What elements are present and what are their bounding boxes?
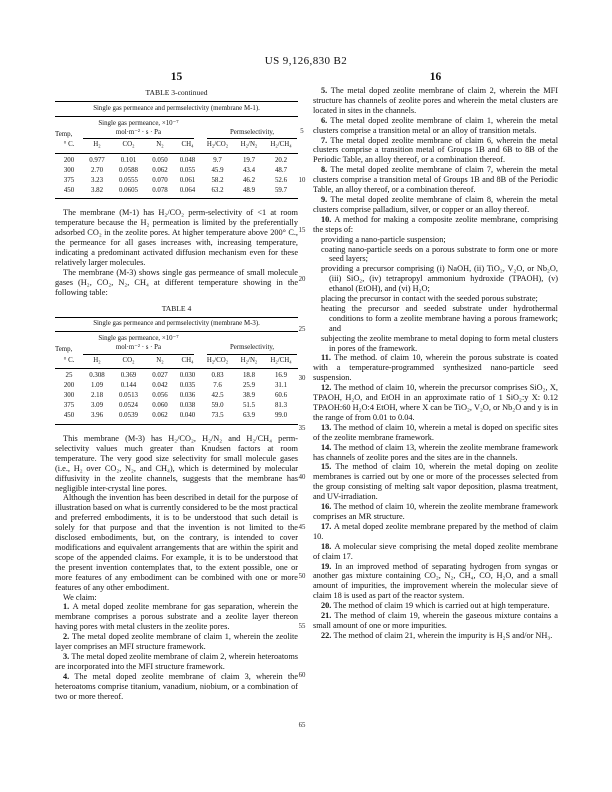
gas-permeance-group-header	[83, 116, 201, 139]
table-cell: 0.050	[152, 156, 168, 164]
patent-number: US 9,126,830 B2	[264, 55, 348, 67]
table-cell: 73.5	[211, 412, 224, 420]
claim-paragraph: 5. The metal doped zeolite membrane of claim 2, wherein the MFI structure has channels of zeolite pores and wherein the metal clusters are located in sites in the channels.	[313, 86, 559, 115]
table-row	[55, 153, 298, 165]
table-cell: 0.977	[89, 156, 105, 164]
table-cell: 46.2	[242, 176, 256, 184]
line-number: 40	[298, 474, 306, 482]
table-cell: 48.9	[242, 186, 256, 194]
claim-number: 8.	[321, 165, 331, 175]
table-cell: 3.82	[90, 186, 104, 194]
table-cell: 0.070	[152, 176, 168, 184]
line-number: 35	[298, 424, 306, 432]
claim-step: providing a precursor comprising (i) NaOH, (ii) TiO₂, V₂O, or Nb₂O, (iii) SiO₂, (iv) tetrapropyl ammonium hydroxide (TPAOH), (v) ethanol (EtOH), and (vi) H₂O;	[321, 264, 558, 294]
column-header: H₂	[83, 139, 111, 153]
column-header: H₂/N₂	[234, 355, 264, 369]
table-row	[55, 369, 298, 381]
column-header: CO₂	[111, 139, 146, 153]
line-number: 25	[298, 325, 306, 333]
table-cell: 9.7	[213, 156, 222, 164]
claim-number: 13.	[321, 422, 334, 432]
claim-number: 19.	[321, 561, 336, 571]
claim-paragraph: 9. The metal doped zeolite membrane of claim 8, wherein the metal clusters comprise palladium, silver, or copper or an alloy thereof.	[313, 194, 558, 214]
table-cell: 59.7	[274, 186, 288, 194]
column-header: ° C.	[55, 355, 83, 369]
table-3-continued	[55, 101, 298, 199]
table-cell: 0.062	[152, 412, 168, 420]
column-header: CO₂	[111, 355, 146, 369]
table-row	[55, 165, 298, 175]
table-cell: 19.7	[242, 156, 256, 164]
claim-number: 21.	[321, 611, 335, 621]
claim-paragraph: 12. The method of claim 10, wherein the precursor comprises SiO₂, X, TPAOH, H₂O, and EtOH in an approximate ratio of 1 SiO₂:y X: 0.12 TPAOH:60 H₂O:4 EtOH, where X can be TiO₂, V₂O, or Nb₂O and y is in the range of from 0.01 to 0.04.	[313, 383, 558, 422]
claim-number: 15.	[321, 462, 336, 472]
claim-paragraph: 22. The method of claim 21, wherein the impurity is H₂S and/or NH₃.	[321, 630, 553, 640]
table-cell: 0.027	[152, 372, 168, 380]
claim-paragraph: 2. The metal doped zeolite membrane of claim 1, wherein the zeolite layer comprises an MFI structure framework.	[55, 632, 298, 652]
column-header: N₂	[146, 139, 174, 153]
table-cell: 43.4	[242, 166, 256, 174]
claim-step: coating nano-particle seeds on a porous substrate to form one or more seed layers;	[321, 244, 558, 264]
claim-number: 17.	[321, 521, 334, 531]
column-number-left: 15	[170, 71, 183, 83]
gas-permeance-line1: Single gas permeance, ×10⁻⁷	[98, 335, 179, 343]
we-claim-heading: We claim:	[63, 592, 97, 602]
table-cell: 99.0	[274, 412, 288, 420]
column-header: H₂/CO₂	[201, 355, 234, 369]
claim-number: 11.	[321, 353, 335, 363]
table-cell: 0.036	[179, 392, 196, 400]
column-header: CH₄	[174, 139, 201, 153]
table-cell: 25.9	[242, 382, 256, 390]
claim-number: 12.	[321, 383, 334, 393]
table-cell: 0.048	[179, 156, 196, 164]
table-cell: 0.0588	[119, 166, 138, 174]
temp-group-header: Temp,	[55, 130, 73, 138]
table-cell: 0.0605	[119, 186, 138, 194]
claim-step: heating the precursor and seeded substrate under hydrothermal conditions to form a zeolite membrane having a porous framework; and	[321, 303, 558, 333]
table-row	[55, 401, 298, 411]
line-number: 30	[298, 375, 306, 383]
claim-number: 9.	[321, 194, 331, 204]
table-cell: 7.6	[213, 382, 222, 390]
claim-step: providing a nano-particle suspension;	[321, 234, 446, 244]
gas-permeance-line2: mol·m⁻² · s · Pa	[115, 128, 162, 136]
claim-number: 2.	[63, 632, 72, 642]
table-row	[55, 411, 298, 424]
table-cell: 0.0539	[119, 412, 138, 420]
line-number: 5	[300, 127, 304, 135]
claim-number: 16.	[321, 502, 334, 512]
claim-paragraph: 6. The metal doped zeolite membrane of claim 1, wherein the metal clusters comprise a transition metal or an alloy of transition metals.	[313, 115, 558, 135]
table-4-body	[55, 369, 298, 425]
table-cell: 0.056	[152, 392, 168, 400]
claim-paragraph: 4. The metal doped zeolite membrane of claim 3, wherein the heteroatoms comprise titanium, vanadium, niobium, or a combination of two or more thereof.	[55, 671, 298, 701]
table-row	[55, 381, 298, 391]
table-cell: 0.040	[179, 412, 196, 420]
claim-number: 10.	[321, 214, 335, 224]
table-cell: 200	[63, 382, 75, 390]
line-number: 55	[298, 622, 306, 630]
table-cell: 0.078	[152, 186, 168, 194]
claim-number: 1.	[63, 602, 73, 612]
table-cell: 0.038	[179, 402, 196, 410]
table-cell: 63.2	[211, 186, 224, 194]
table-cell: 38.9	[242, 392, 256, 400]
table-row	[55, 175, 298, 185]
table-cell: 51.5	[242, 402, 256, 410]
table-cell: 375	[63, 176, 75, 184]
claim-paragraph: 15. The method of claim 10, wherein the metal doping on zeolite membranes is carried out by one or more of the processes selected from the group consisting of melting salt vapor deposition, plasma treatment, and UV-irradiation.	[313, 462, 558, 502]
claim-paragraph: 20. The method of claim 19 which is carried out at high temperature.	[321, 601, 550, 611]
claim-number: 3.	[63, 651, 72, 661]
claim-number: 6.	[321, 115, 331, 125]
line-number: 10	[298, 177, 306, 185]
column-header: N₂	[146, 355, 174, 369]
claim-number: 5.	[321, 86, 331, 95]
table-cell: 450	[63, 412, 75, 420]
column-number-right: 16	[429, 71, 442, 83]
table-cell: 0.061	[179, 176, 196, 184]
table-3-body	[55, 153, 298, 199]
invention-scope-paragraph: Although the invention has been described in detail for the purpose of illustration based on what is currently considered to be the most practical and preferred embodiments, it is to be understood that such detail is solely for that purpose and that the invention is not limited to the disclosed embodiments, but, on the contrary, is intended to cover modifications and equivalent arrangements that are within the spirit and scope of the appended claims. For example, it is to be understood that the present invention contemplates that, to the extent possible, one or more features of any embodiment can be combined with one or more features of any other embodiment.	[55, 493, 298, 592]
claim-number: 4.	[63, 671, 75, 681]
membrane-m3-discussion-paragraph: This membrane (M-3) has H₂/CO₂, H₂/N₂ and H₂/CH₄ perm-selectivity values much greater than Knudsen factors at room temperature. The very good size selectivity for small molecule gases (i.e., H₂ over CO₂, N₂, and CH₄), which is determined by molecular diffusivity in the zeolite channels, suggests that the membrane has negligible inter-crystal line pores.	[55, 434, 298, 493]
claim-paragraph: 8. The metal doped zeolite membrane of claim 7, wherein the metal clusters comprise a transition metal of Groups 1B and 8B of the Periodic Table, an alloy thereof, or a combination thereof.	[313, 165, 558, 195]
table-cell: 300	[63, 392, 75, 400]
table-cell: 20.2	[274, 156, 288, 164]
claim-number: 14.	[321, 442, 334, 452]
right-column	[313, 86, 558, 641]
table-cell: 18.8	[242, 372, 256, 380]
left-column	[55, 88, 298, 701]
claim-paragraph: 18. A molecular sieve comprising the metal doped zeolite membrane of claim 17.	[313, 541, 558, 561]
table-cell: 0.369	[120, 372, 137, 380]
table-cell: 0.308	[89, 372, 105, 380]
table-cell: 0.055	[179, 166, 196, 174]
membrane-m1-paragraph: The membrane (M-1) has H₂/CO₂ perm-selectivity of <1 at room temperature because the H₂ permeation is limited by the preferentially adsorbed CO₂ in the zeolite pores. At higher temperature above 200° C., the permeance for all gases increases with, increasing temperature, indicating a predominant activated diffusion mechanism even for these relatively larger molecules.	[55, 208, 298, 267]
table-cell: 58.2	[211, 176, 224, 184]
claim-number: 18.	[321, 541, 335, 551]
claim-paragraph: 7. The metal doped zeolite membrane of claim 6, wherein the metal clusters comprise a transition metal of Groups 1B and 6B to 8B of the Periodic Table, an alloy thereof, or a combination thereof.	[313, 135, 558, 165]
table-4-subtitle: Single gas permeance and permselectivity (membrane M-3).	[55, 317, 298, 332]
table-cell: 1.09	[90, 382, 104, 390]
claim-step: placing the precursor in contact with the seeded porous substrate;	[321, 294, 538, 304]
column-header: CH₄	[174, 355, 201, 369]
table-cell: 3.23	[90, 176, 104, 184]
claim-paragraph: 19. In an improved method of separating hydrogen from syngas or another gas mixture containing CO₂, N₂, CH₄, CO, H₂O, and a small amount of impurities, the improvement wherein the molecular sieve of claim 18 is used as part of the reactor system.	[313, 561, 558, 601]
table-cell: 0.101	[120, 156, 137, 164]
gas-permeance-group-header	[83, 332, 201, 355]
table-cell: 0.042	[152, 382, 168, 390]
membrane-m3-intro-paragraph: The membrane (M-3) shows single gas permeance of small molecule gases (H₂, CO₂, N₂, CH₄ at different temperature showing in the following table:	[55, 267, 298, 297]
column-header: H₂/CH₄	[264, 139, 298, 153]
table-cell: 0.0555	[119, 176, 138, 184]
temp-group-header: Temp,	[55, 346, 73, 354]
table-cell: 375	[63, 402, 75, 410]
column-header: H₂	[83, 355, 111, 369]
table-cell: 25	[65, 372, 73, 380]
claim-number: 22.	[321, 630, 334, 640]
gas-permeance-line1: Single gas permeance, ×10⁻⁷	[98, 119, 179, 127]
claim-paragraph: 1. A metal doped zeolite membrane for gas separation, wherein the membrane comprises a porous substrate and a zeolite layer thereon having pores with metal clusters in the zeolite pores.	[55, 602, 299, 632]
line-number: 65	[298, 721, 306, 729]
claim-paragraph: 21. The method of claim 19, wherein the gaseous mixture contains a small amount of one or more impurities.	[313, 611, 558, 630]
table-cell: 81.3	[274, 402, 288, 410]
table-cell: 300	[63, 166, 75, 174]
table-cell: 48.7	[274, 166, 288, 174]
table-cell: 200	[63, 156, 75, 164]
gas-permeance-line2: mol·m⁻² · s · Pa	[115, 344, 162, 352]
table-4	[55, 317, 298, 425]
table-cell: 0.0513	[119, 392, 138, 400]
permselectivity-group-header: Permselectivity,	[201, 116, 298, 139]
table-cell: 3.96	[90, 412, 104, 420]
table-cell: 0.83	[211, 372, 224, 380]
table-cell: 45.9	[211, 166, 224, 174]
table-cell: 0.144	[120, 382, 137, 390]
table-cell: 31.1	[274, 382, 288, 390]
table-4-caption: TABLE 4	[161, 303, 192, 313]
table-3-subtitle: Single gas permeance and permselectivity (membrane M-1).	[55, 102, 298, 117]
table-cell: 0.030	[179, 372, 196, 380]
claim-paragraph: 13. The method of claim 10, wherein a metal is doped on specific sites of the zeolite membrane framework.	[313, 422, 558, 442]
table-cell: 2.70	[90, 166, 104, 174]
table-cell: 0.0524	[119, 402, 138, 410]
claim-paragraph: 17. A metal doped zeolite membrane prepared by the method of claim 10.	[313, 521, 558, 541]
table-cell: 450	[63, 186, 75, 194]
claims-1-4	[55, 602, 298, 701]
table-3-caption: TABLE 3-continued	[145, 88, 208, 97]
table-cell: 0.064	[179, 186, 196, 194]
column-header: H₂/CO₂	[201, 139, 234, 153]
claim-paragraph: 16. The method of claim 10, wherein the zeolite membrane framework comprises an MR structure.	[313, 502, 559, 521]
table-cell: 60.6	[274, 392, 288, 400]
table-row	[55, 185, 298, 198]
line-number: 15	[298, 226, 306, 234]
table-cell: 0.060	[152, 402, 168, 410]
line-number: 20	[298, 276, 306, 284]
table-row	[55, 391, 298, 401]
line-number: 60	[298, 672, 306, 680]
claim-number: 7.	[321, 135, 331, 145]
claim-paragraph: 10. A method for making a composite zeolite membrane, comprising the steps of:	[313, 214, 558, 234]
table-cell: 0.035	[179, 382, 196, 390]
table-cell: 16.9	[274, 372, 288, 380]
claim-step: subjecting the zeolite membrane to metal doping to form metal clusters in pores of the framework.	[321, 333, 558, 353]
column-header: H₂/N₂	[234, 139, 264, 153]
claims-5-22	[313, 86, 558, 641]
table-cell: 52.6	[274, 176, 288, 184]
claim-paragraph: 3. The metal doped zeolite membrane of claim 2, wherein heteroatoms are incorporated into the MFI structure framework.	[55, 651, 298, 671]
line-number: 45	[298, 523, 306, 531]
table-cell: 59.0	[211, 402, 224, 410]
table-cell: 63.9	[242, 412, 256, 420]
table-cell: 2.18	[90, 392, 104, 400]
table-cell: 3.09	[90, 402, 104, 410]
table-cell: 42.5	[211, 392, 224, 400]
claim-paragraph: 14. The method of claim 13, wherein the zeolite membrane framework has channels of zeolite pores and the sites are in the channels.	[313, 442, 559, 462]
claim-paragraph: 11. The method. of claim 10, wherein the porous substrate is coated with a temperature-programmed synthesized nano-particle seed suspension.	[313, 353, 558, 383]
column-header: H₂/CH₄	[264, 355, 298, 369]
table-cell: 0.062	[152, 166, 168, 174]
claim-number: 20.	[321, 601, 334, 611]
permselectivity-group-header: Permselectivity,	[201, 332, 298, 355]
column-header: ° C.	[55, 139, 83, 153]
line-number: 50	[298, 573, 306, 581]
